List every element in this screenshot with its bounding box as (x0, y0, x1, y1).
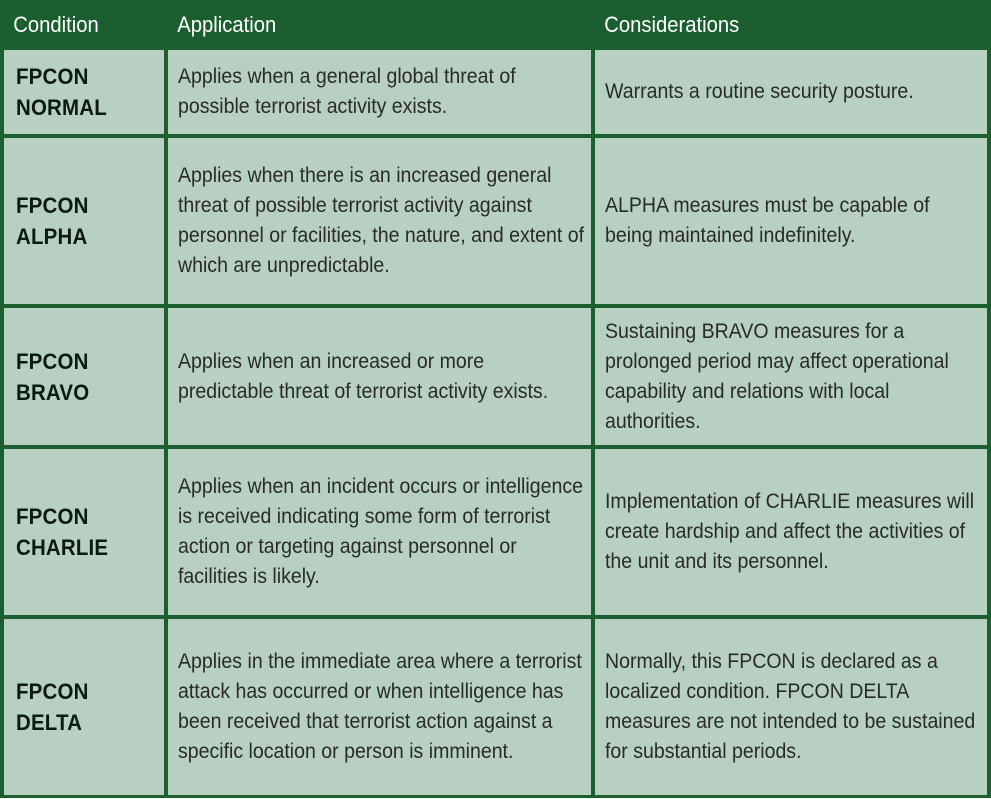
fpcon-table (0, 4, 991, 799)
application-text: Applies when an incident occurs or intelligence is received indicating some form of terrorist action or targeting against personnel or facilities is likely. (178, 475, 583, 588)
condition-label: FPCON ALPHA (16, 193, 89, 249)
condition-cell (4, 50, 164, 134)
condition-label: FPCON DELTA (16, 679, 89, 735)
condition-label: FPCON BRAVO (16, 348, 90, 405)
considerations-text: Sustaining BRAVO measures for a prolonged period may affect operational capability and relations with local authorities. (605, 319, 949, 433)
condition-cell (4, 619, 164, 795)
application-cell (168, 50, 591, 134)
table-row (4, 138, 987, 304)
header-row (4, 8, 987, 46)
application-cell (168, 138, 591, 304)
considerations-cell (595, 619, 987, 795)
considerations-text: Implementation of CHARLIE measures will create hardship and affect the activities of the unit and its personnel. (605, 490, 975, 573)
header-application: Application (177, 12, 277, 37)
header-condition: Condition (13, 12, 99, 37)
condition-label: FPCON CHARLIE (16, 504, 109, 560)
table-row (4, 619, 987, 795)
application-cell (168, 449, 591, 615)
application-text: Applies when there is an increased general threat of possible terrorist activity against personnel or facilities, the nature, and extent of which are unpredictable. (178, 164, 585, 277)
considerations-text: Warrants a routine security posture. (605, 80, 914, 103)
condition-cell (4, 449, 164, 615)
table-row (4, 449, 987, 615)
considerations-text: ALPHA measures must be capable of being maintained indefinitely. (605, 194, 930, 247)
application-text: Applies when an increased or more predictable threat of terrorist activity exists. (178, 349, 549, 403)
condition-cell (4, 138, 164, 304)
application-cell (168, 619, 591, 795)
table-row (4, 50, 987, 134)
considerations-text: Normally, this FPCON is declared as a localized condition. FPCON DELTA measures are not intended to be sustained for substantial periods. (605, 650, 976, 763)
header-considerations: Considerations (604, 12, 740, 37)
considerations-cell (595, 138, 987, 304)
condition-cell (4, 308, 164, 445)
application-cell (168, 308, 591, 445)
considerations-cell (595, 449, 987, 615)
considerations-cell (595, 308, 987, 445)
application-text: Applies in the immediate area where a terrorist attack has occurred or when intelligence has been received that terrorist action against a specific location or person is imminent. (178, 650, 582, 763)
considerations-cell (595, 50, 987, 134)
condition-label: FPCON NORMAL (16, 64, 107, 120)
application-text: Applies when a general global threat of possible terrorist activity exists. (178, 65, 516, 118)
table-row (4, 308, 987, 445)
